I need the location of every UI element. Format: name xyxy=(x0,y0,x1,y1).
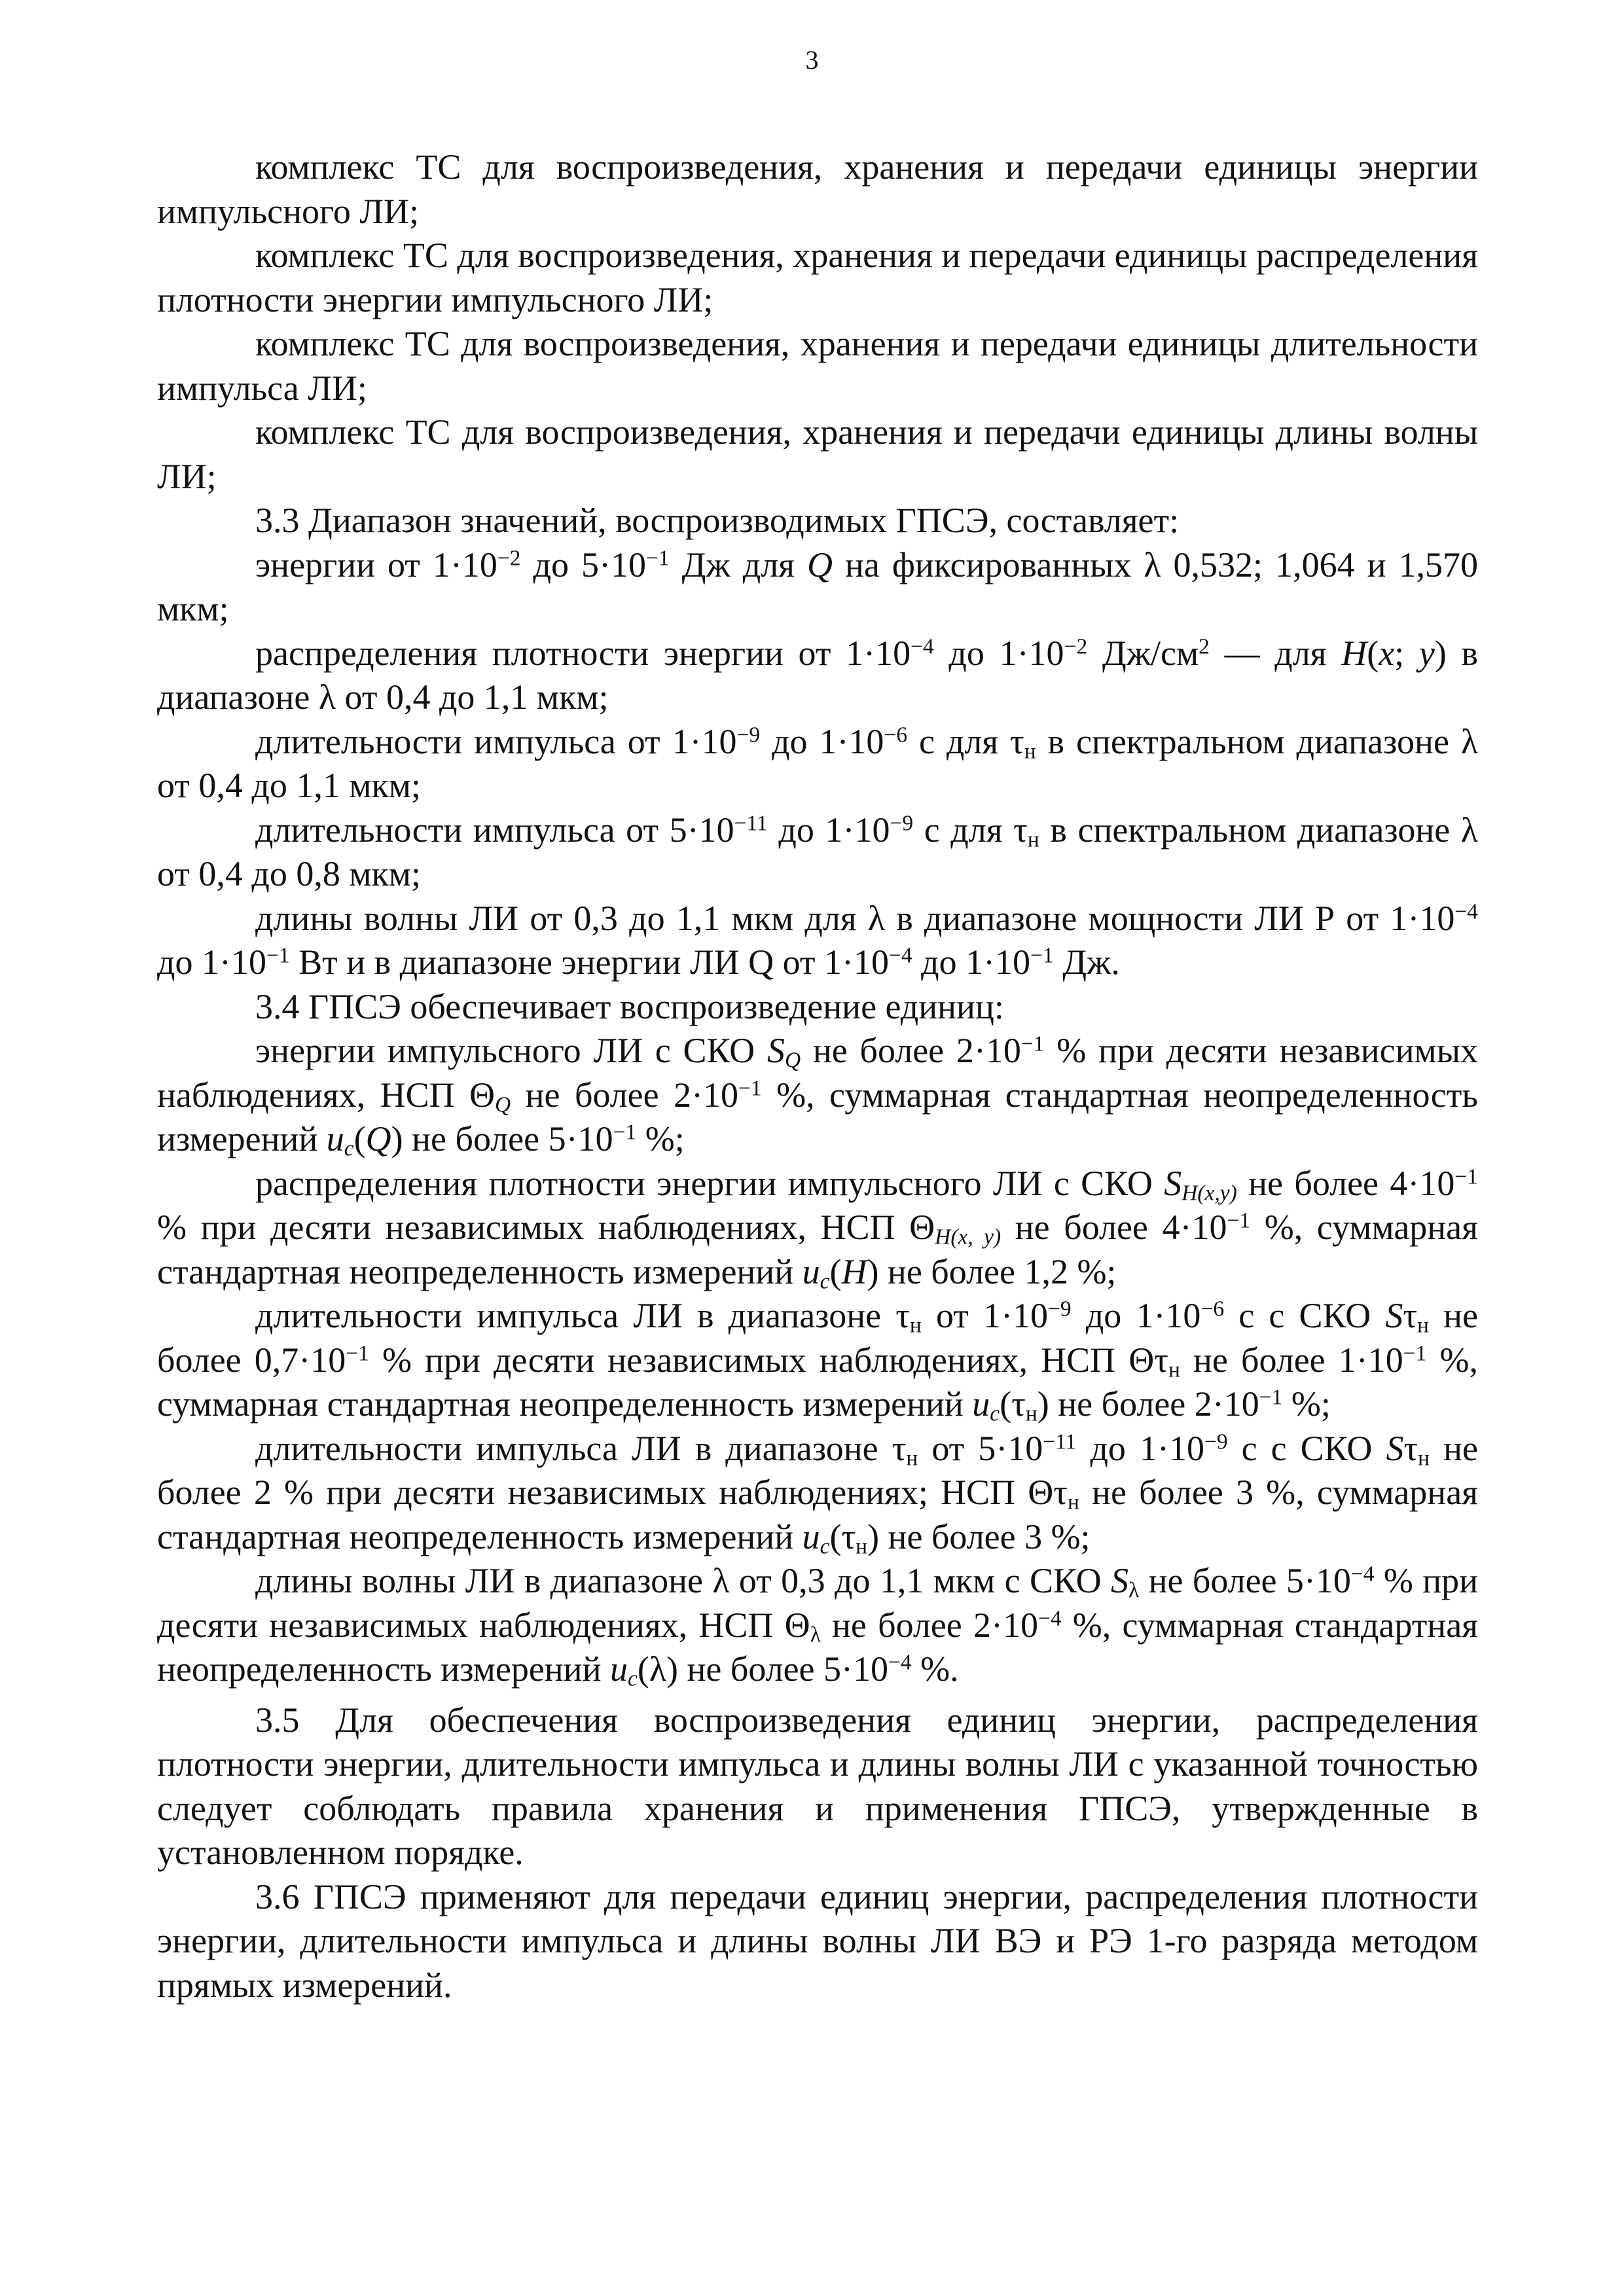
paragraph-range-density: распределения плотности энергии от $1\cdot 10^{-4}$ до $1\cdot 10^{-2}$ $Дж/см^2$ — для H(x; y) в диапазоне λ от 0,4 до 1,1 мкм; xyxy=(157,633,1478,717)
paragraph-3-6: 3.6 ГПСЭ применяют для передачи единиц энергии, распределения плотности энергии, длительности импульса и длины волны ЛИ ВЭ и РЭ 1-го разряда методом прямых измерений. xyxy=(157,1876,1478,2005)
paragraph-3-4-heading: 3.4 ГПСЭ обеспечивает воспроизведение единиц: xyxy=(255,986,1004,1026)
paragraph-unit-wavelength: длины волны ЛИ в диапазоне λ от 0,3 до 1,1 мкм с СКО $S_\lambda$ не более $5\cdot 10^{-4}$ % при десяти независимых наблюдениях, НСП $\Theta_\lambda$ не более $2\cdot 10^{-4}$ %, суммарная стандартная неопределенность измерений $u_c(\lambda)$ не более $5\cdot 10^{-4}$ %. xyxy=(157,1561,1479,1691)
paragraph-3-5: 3.5 Для обеспечения воспроизведения единиц энергии, распределения плотности энергии, длительности импульса и длины волны ЛИ с указанной точностью следует соблюдать правила хранения и применения ГПСЭ, утвержденные в установленном порядке. xyxy=(157,1700,1478,1872)
document-body xyxy=(157,145,1478,2007)
paragraph-complex-duration: комплекс ТС для воспроизведения, хранения и передачи единицы длительности импульса ЛИ; xyxy=(157,324,1478,408)
paragraph-range-energy: энергии от $1\cdot 10^{-2}$ до $5\cdot 10^{-1}$ Дж для Q на фиксированных λ 0,532; 1,064 и 1,570 мкм; xyxy=(157,545,1478,628)
paragraph-range-duration-2: длительности импульса от $5\cdot 10^{-11}$ до $1\cdot 10^{-9}$ с для $\tau_н$ в спектральном диапазоне λ от 0,4 до 0,8 мкм; xyxy=(157,810,1478,893)
paragraph-unit-duration-2: длительности импульса ЛИ в диапазоне $\tau_н$ от $5\cdot 10^{-11}$ до $1\cdot 10^{-9}$ с с СКО $S\tau_н$ не более 2 % при десяти независимых наблюдениях; НСП $\Theta\tau_н$ не более 3 %, суммарная стандартная неопределенность измерений $u_c(\tau_н)$ не более 3 %; xyxy=(157,1428,1479,1558)
paragraph-range-duration-1: длительности импульса от $1\cdot 10^{-9}$ до $1\cdot 10^{-6}$ с для $\tau_н$ в спектральном диапазоне λ от 0,4 до 1,1 мкм; xyxy=(157,721,1478,805)
paragraph-3-3-heading: 3.3 Диапазон значений, воспроизводимых ГПСЭ, составляет: xyxy=(255,501,1180,540)
paragraph-range-wavelength: длины волны ЛИ от 0,3 до 1,1 мкм для λ в диапазоне мощности ЛИ Р от $1\cdot 10^{-4}$ до $1\cdot 10^{-1}$ Вт и в диапазоне энергии ЛИ Q от $1\cdot 10^{-4}$ до $1\cdot 10^{-1}$ Дж. xyxy=(157,898,1478,982)
paragraph-unit-energy: энергии импульсного ЛИ с СКО $S_Q$ не более $2\cdot 10^{-1}$ % при десяти независимых наблюдениях, НСП $\Theta_Q$ не более $2\cdot 10^{-1}$ %, суммарная стандартная неопределенность измерений $u_c(Q)$ не более $5\cdot 10^{-1}$ %; xyxy=(157,1031,1478,1161)
page-number: 3 xyxy=(805,45,819,75)
paragraph-unit-density: распределения плотности энергии импульсного ЛИ с СКО $S_{H(x,y)}$ не более $4\cdot 10^{-1}$ % при десяти независимых наблюдениях, НСП $\Theta_{H(x, y)}$ не более $4\cdot 10^{-1}$ %, суммарная стандартная неопределенность измерений $u_c(H)$ не более 1,2 %; xyxy=(157,1163,1478,1293)
paragraph-complex-wavelength: комплекс ТС для воспроизведения, хранения и передачи единицы длины волны ЛИ; xyxy=(157,412,1478,496)
paragraph-complex-energy: комплекс ТС для воспроизведения, хранения и передачи единицы энергии импульсного ЛИ; xyxy=(157,147,1478,231)
paragraph-complex-density: комплекс ТС для воспроизведения, хранения и передачи единицы распределения плотности энергии импульсного ЛИ; xyxy=(157,236,1478,319)
paragraph-unit-duration-1: длительности импульса ЛИ в диапазоне $\tau_н$ от $1\cdot 10^{-9}$ до $1\cdot 10^{-6}$ с с СКО $S\tau_н$ не более $0,7\cdot 10^{-1}$ % при десяти независимых наблюдениях, НСП $\Theta\tau_н$ не более $1\cdot 10^{-1}$ %, суммарная стандартная неопределенность измерений $u_c(\tau_н)$ не более $2\cdot 10^{-1}$ %; xyxy=(157,1296,1478,1426)
